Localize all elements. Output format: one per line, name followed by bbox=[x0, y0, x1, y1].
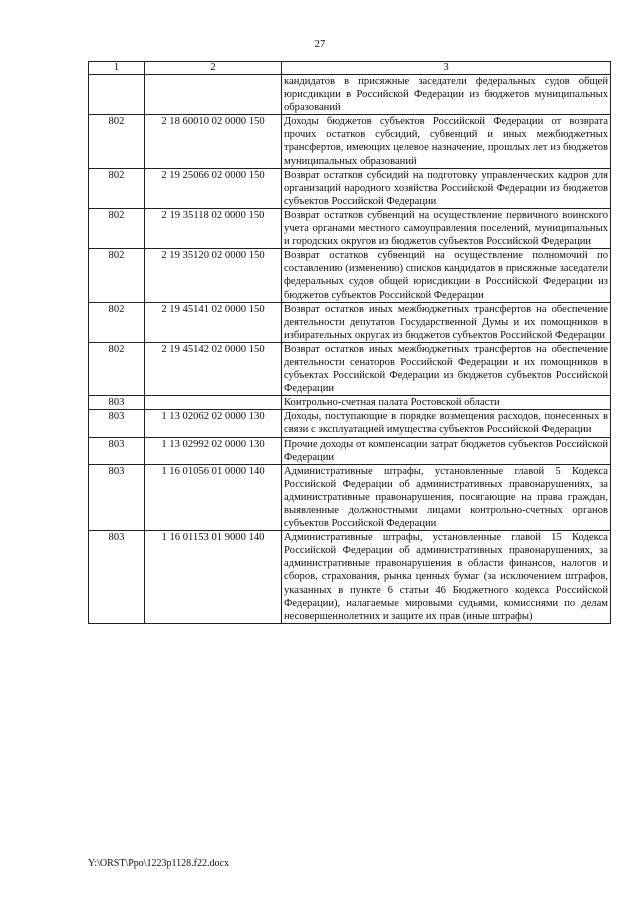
file-path-footer: Y:\ORST\Ppo\1223p1128.f22.docx bbox=[88, 858, 229, 869]
table-row bbox=[89, 208, 611, 248]
budget-code-cell: 2 19 45142 02 0000 150 bbox=[145, 342, 282, 395]
table-row bbox=[89, 437, 611, 464]
admin-code-cell bbox=[89, 75, 145, 115]
admin-code-cell: 802 bbox=[89, 302, 145, 342]
description-cell: Возврат остатков субвенций на осуществление полномочий по составлению (изменению) списков кандидатов в присяжные заседатели федеральных судов общей юрисдикции в Российской Федерации из бюджетов субъектов Российской Федерации bbox=[282, 249, 611, 302]
budget-code-cell: 2 19 35120 02 0000 150 bbox=[145, 249, 282, 302]
admin-code-cell: 803 bbox=[89, 464, 145, 530]
budget-code-cell: 2 19 35118 02 0000 150 bbox=[145, 208, 282, 248]
column-header-2: 2 bbox=[145, 62, 282, 75]
admin-code-cell: 803 bbox=[89, 531, 145, 624]
page-number: 27 bbox=[314, 38, 326, 50]
budget-code-cell: 2 18 60010 02 0000 150 bbox=[145, 115, 282, 168]
table-row bbox=[89, 410, 611, 437]
budget-code-cell: 1 16 01056 01 0000 140 bbox=[145, 464, 282, 530]
table-row bbox=[89, 531, 611, 624]
description-cell: Возврат остатков иных межбюджетных трансфертов на обеспечение деятельности депутатов Государственной Думы и их помощников в избирательных округах из бюджетов субъектов Российской Федерации bbox=[282, 302, 611, 342]
budget-code-cell bbox=[145, 396, 282, 410]
table-row bbox=[89, 168, 611, 208]
admin-code-cell: 802 bbox=[89, 115, 145, 168]
description-cell: Административные штрафы, установленные главой 5 Кодекса Российской Федерации об административных правонарушениях, за административные правонарушения, посягающие на права граждан, выявленные должностными лицами контрольно-счетных органов субъектов Российской Федерации bbox=[282, 464, 611, 530]
admin-code-cell: 802 bbox=[89, 168, 145, 208]
revenue-codes-table bbox=[88, 61, 611, 624]
description-cell: Возврат остатков субсидий на подготовку управленческих кадров для организаций народного хозяйства Российской Федерации из бюджетов субъектов Российской Федерации bbox=[282, 168, 611, 208]
budget-code-cell: 2 19 25066 02 0000 150 bbox=[145, 168, 282, 208]
description-cell: Административные штрафы, установленные главой 15 Кодекса Российской Федерации об административных правонарушениях, за административные правонарушения в области финансов, налогов и сборов, страхования, рынка ценных бумаг (за исключением штрафов, указанных в пункте 6 статьи 46 Бюджетного кодекса Российской Федерации), налагаемые мировыми судьями, комиссиями по делам несовершеннолетних и защите их прав (иные штрафы) bbox=[282, 531, 611, 624]
table-row bbox=[89, 342, 611, 395]
description-cell: Контрольно-счетная палата Ростовской области bbox=[282, 396, 611, 410]
budget-code-cell: 1 16 01153 01 9000 140 bbox=[145, 531, 282, 624]
table-row bbox=[89, 464, 611, 530]
table-row bbox=[89, 115, 611, 168]
budget-code-cell bbox=[145, 75, 282, 115]
description-cell: Возврат остатков иных межбюджетных трансфертов на обеспечение деятельности сенаторов Российской Федерации и их помощников в субъектах Российской Федерации из бюджетов субъектов Российской Федерации bbox=[282, 342, 611, 395]
table-header-row bbox=[89, 62, 611, 75]
admin-code-cell: 803 bbox=[89, 396, 145, 410]
description-cell: Прочие доходы от компенсации затрат бюджетов субъектов Российской Федерации bbox=[282, 437, 611, 464]
budget-code-cell: 1 13 02062 02 0000 130 bbox=[145, 410, 282, 437]
admin-code-cell: 803 bbox=[89, 410, 145, 437]
column-header-3: 3 bbox=[282, 62, 611, 75]
table-row bbox=[89, 302, 611, 342]
description-cell: Доходы бюджетов субъектов Российской Федерации от возврата прочих остатков субсидий, субвенций и иных межбюджетных трансфертов, имеющих целевое назначение, прошлых лет из бюджетов муниципальных образований bbox=[282, 115, 611, 168]
admin-code-cell: 802 bbox=[89, 208, 145, 248]
table-row bbox=[89, 396, 611, 410]
table-row bbox=[89, 249, 611, 302]
budget-code-cell: 2 19 45141 02 0000 150 bbox=[145, 302, 282, 342]
description-cell: Возврат остатков субвенций на осуществление первичного воинского учета органами местного самоуправления поселений, муниципальных и городских округов из бюджетов субъектов Российской Федерации bbox=[282, 208, 611, 248]
budget-code-cell: 1 13 02992 02 0000 130 bbox=[145, 437, 282, 464]
admin-code-cell: 802 bbox=[89, 249, 145, 302]
column-header-1: 1 bbox=[89, 62, 145, 75]
admin-code-cell: 803 bbox=[89, 437, 145, 464]
description-cell: Доходы, поступающие в порядке возмещения расходов, понесенных в связи с эксплуатацией имущества субъектов Российской Федерации bbox=[282, 410, 611, 437]
admin-code-cell: 802 bbox=[89, 342, 145, 395]
description-cell: кандидатов в присяжные заседатели федеральных судов общей юрисдикции в Российской Федерации из бюджетов муниципальных образований bbox=[282, 75, 611, 115]
table-row bbox=[89, 75, 611, 115]
